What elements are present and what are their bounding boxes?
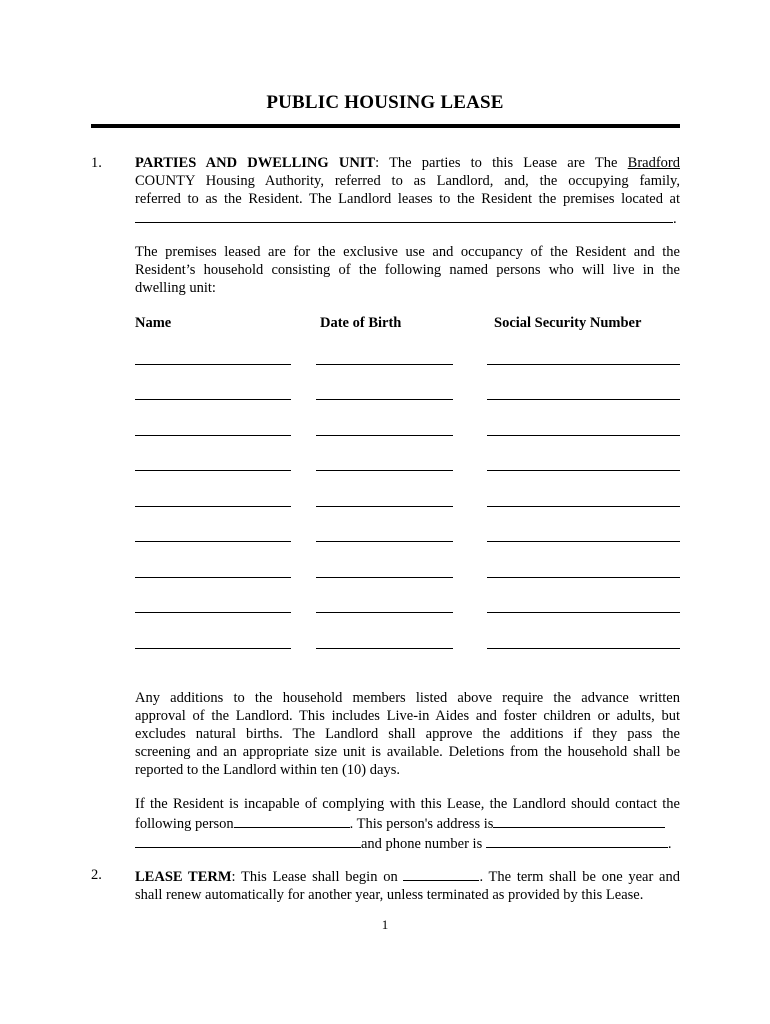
household-dob-field-4[interactable] [316, 470, 453, 471]
household-ssn-field-6[interactable] [487, 541, 680, 542]
household-dob-field-6[interactable] [316, 541, 453, 542]
household-ssn-field-9[interactable] [487, 648, 680, 649]
lease-start-date-field[interactable] [403, 866, 479, 881]
s1-p3-line1: Any additions to the household members listed above require the advance written [135, 690, 680, 706]
household-name-field-8[interactable] [135, 612, 291, 613]
section-2-number: 2. [91, 867, 102, 883]
premises-address-field[interactable] [135, 208, 673, 223]
s2-line1: LEASE TERM: This Lease shall begin on . The term shall be one year and [135, 866, 680, 886]
s1-p2-line1: The premises leased are for the exclusive use and occupancy of the Resident and the [135, 244, 680, 260]
household-name-field-9[interactable] [135, 648, 291, 649]
s1-p1-line4: . [135, 208, 680, 228]
column-header-dob: Date of Birth [320, 315, 402, 331]
household-dob-field-1[interactable] [316, 364, 453, 365]
household-dob-field-2[interactable] [316, 399, 453, 400]
title-rule [91, 124, 680, 128]
household-dob-field-3[interactable] [316, 435, 453, 436]
household-name-field-6[interactable] [135, 541, 291, 542]
household-name-field-4[interactable] [135, 470, 291, 471]
household-name-field-7[interactable] [135, 577, 291, 578]
s2-line2: shall renew automatically for another year, unless terminated as provided by this Lease. [135, 887, 644, 903]
household-name-field-3[interactable] [135, 435, 291, 436]
section-1-heading: PARTIES AND DWELLING UNIT [135, 155, 376, 171]
household-ssn-field-5[interactable] [487, 506, 680, 507]
section-1-paragraph-1 [135, 154, 680, 228]
s1-p4-line3: and phone number is . [135, 833, 680, 853]
column-header-ssn: Social Security Number [494, 315, 642, 331]
section-1-paragraph-4 [135, 795, 680, 853]
page-number: 1 [381, 917, 389, 932]
s1-p3-line5: reported to the Landlord within ten (10) days. [135, 762, 400, 778]
s1-p2-line3: dwelling unit: [135, 280, 216, 296]
household-dob-field-5[interactable] [316, 506, 453, 507]
column-header-name: Name [135, 315, 172, 331]
household-name-field-5[interactable] [135, 506, 291, 507]
household-dob-field-9[interactable] [316, 648, 453, 649]
section-2-paragraph [135, 866, 680, 904]
s1-p1-line1: PARTIES AND DWELLING UNIT: The parties to this Lease are The Bradford [135, 155, 680, 171]
household-name-field-1[interactable] [135, 364, 291, 365]
section-1-paragraph-3 [135, 689, 680, 779]
section-1-number: 1. [91, 155, 102, 171]
household-ssn-field-7[interactable] [487, 577, 680, 578]
s1-p3-line2: approval of the Landlord. This includes Live-in Aides and foster children or adults, but [135, 708, 680, 724]
contact-phone-field[interactable] [486, 833, 668, 848]
household-name-field-2[interactable] [135, 399, 291, 400]
section-1-paragraph-2 [135, 243, 680, 297]
contact-address-field-continued[interactable] [135, 833, 361, 848]
s1-p3-line4: screening and an appropriate size unit is available. Deletions from the household shall be [135, 744, 680, 760]
household-ssn-field-4[interactable] [487, 470, 680, 471]
s1-p4-line1: If the Resident is incapable of complying with this Lease, the Landlord should contact the [135, 796, 680, 812]
page-title: PUBLIC HOUSING LEASE [266, 92, 504, 113]
s1-p3-line3: excludes natural births. The Landlord shall approve the additions if they pass the [135, 726, 680, 742]
contact-address-field[interactable] [493, 813, 665, 828]
contact-person-field[interactable] [234, 813, 350, 828]
county-name: Bradford [627, 155, 680, 171]
section-2-heading: LEASE TERM [135, 869, 232, 885]
s1-p1-line3: referred to as the Resident. The Landlord leases to the Resident the premises located at [135, 191, 680, 207]
s1-p2-line2: Resident’s household consisting of the following named persons who will live in the [135, 262, 680, 278]
household-ssn-field-2[interactable] [487, 399, 680, 400]
s1-p4-line2: following person . This person's address is [135, 813, 680, 833]
household-dob-field-7[interactable] [316, 577, 453, 578]
s1-p1-line2: COUNTY Housing Authority, referred to as Landlord, and, the occupying family, [135, 173, 680, 189]
household-ssn-field-1[interactable] [487, 364, 680, 365]
household-ssn-field-8[interactable] [487, 612, 680, 613]
household-dob-field-8[interactable] [316, 612, 453, 613]
household-ssn-field-3[interactable] [487, 435, 680, 436]
